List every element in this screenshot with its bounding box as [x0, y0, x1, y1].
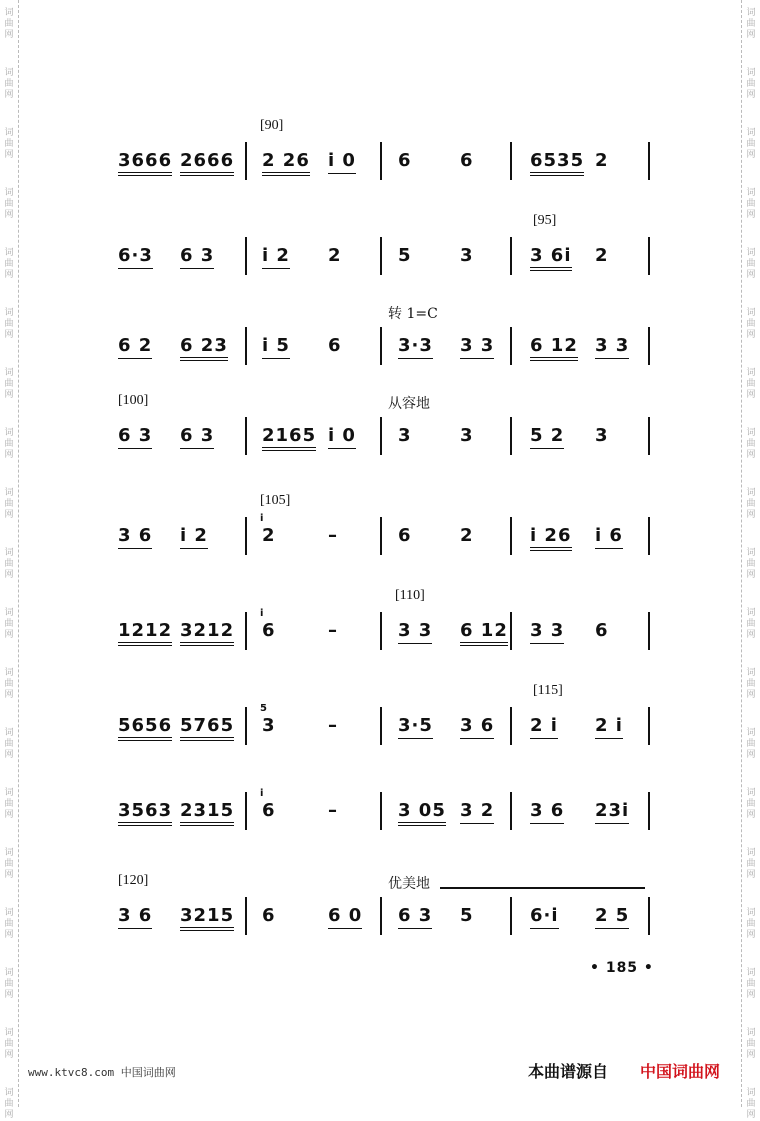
watermark-char: 词 [746, 8, 756, 18]
watermark-group [744, 428, 758, 461]
watermark-char: 网 [4, 1050, 14, 1060]
watermark-char: 曲 [746, 739, 756, 749]
watermark-char: 词 [4, 68, 14, 78]
note-group: 3 6 [118, 905, 152, 929]
bar-line [510, 327, 512, 365]
note-group: i 0 [328, 425, 356, 449]
note-group: 2 26 [262, 150, 310, 176]
tempo-marking: 转 1=C [388, 306, 438, 322]
note-group: 5 2 [530, 425, 564, 449]
bar-line [380, 612, 382, 650]
watermark-group [2, 788, 16, 821]
note-group: 3 [262, 715, 276, 736]
watermark-char: 词 [746, 488, 756, 498]
watermark-group [2, 128, 16, 161]
watermark-char: 网 [746, 870, 756, 880]
watermark-group [744, 668, 758, 701]
watermark-group [744, 1088, 758, 1121]
score-sheet [40, 0, 720, 1107]
note-group: 2666 [180, 150, 234, 176]
watermark-char: 词 [4, 668, 14, 678]
watermark-char: 网 [4, 450, 14, 460]
watermark-char: 网 [4, 30, 14, 40]
note-group: – [328, 715, 338, 736]
watermark-char: 曲 [746, 259, 756, 269]
watermark-group [2, 668, 16, 701]
watermark-group [744, 908, 758, 941]
watermark-char: 网 [4, 810, 14, 820]
watermark-group [744, 488, 758, 521]
note-group: 6 3 [398, 905, 432, 929]
watermark-char: 词 [746, 728, 756, 738]
watermark-char: 词 [4, 728, 14, 738]
watermark-char: 词 [4, 128, 14, 138]
watermark-char: 网 [746, 390, 756, 400]
footer-source-label: 本曲谱源自 [528, 1062, 609, 1081]
watermark-char: 网 [4, 270, 14, 280]
watermark-char: 词 [4, 8, 14, 18]
note-group: 6 3 [180, 425, 214, 449]
watermark-char: 词 [746, 1028, 756, 1038]
watermark-char: 词 [746, 668, 756, 678]
bar-line [510, 142, 512, 180]
watermark-char: 词 [4, 1088, 14, 1098]
bar-line [245, 897, 247, 935]
watermark-char: 词 [4, 428, 14, 438]
watermark-char: 曲 [4, 979, 14, 989]
note-group: 6 12 [530, 335, 578, 361]
note-group: i 2 [180, 525, 208, 549]
note-group: 3·3 [398, 335, 433, 359]
note-group: 3 3 [460, 335, 494, 359]
bar-line [245, 417, 247, 455]
note-group: 6 23 [180, 335, 228, 361]
note-group: 3·5 [398, 715, 433, 739]
watermark-group [2, 8, 16, 41]
bar-line [510, 237, 512, 275]
watermark-char: 词 [4, 848, 14, 858]
note-group: 3 [595, 425, 609, 446]
watermark-group [2, 1088, 16, 1121]
right-watermark-strip [741, 0, 760, 1120]
note-group: 3 6 [530, 800, 564, 824]
watermark-char: 曲 [4, 379, 14, 389]
watermark-char: 词 [746, 908, 756, 918]
watermark-char: 网 [746, 750, 756, 760]
rehearsal-mark: [110] [395, 588, 425, 603]
watermark-char: 词 [746, 848, 756, 858]
watermark-char: 词 [746, 548, 756, 558]
note-group: 3 6 [118, 525, 152, 549]
note-group: i 26 [530, 525, 572, 551]
watermark-char: 曲 [4, 19, 14, 29]
watermark-char: 网 [4, 1110, 14, 1120]
watermark-char: 词 [4, 308, 14, 318]
bar-line [648, 327, 650, 365]
watermark-char: 词 [4, 248, 14, 258]
watermark-group [2, 188, 16, 221]
watermark-char: 网 [4, 330, 14, 340]
note-group: 6 [262, 800, 276, 821]
bar-line [245, 612, 247, 650]
watermark-char: 网 [746, 510, 756, 520]
note-group: 2 [262, 525, 276, 546]
rehearsal-mark: [100] [118, 393, 149, 408]
watermark-char: 网 [4, 210, 14, 220]
watermark-group [744, 968, 758, 1001]
bar-line [380, 517, 382, 555]
watermark-char: 网 [4, 510, 14, 520]
watermark-group [744, 8, 758, 41]
note-group: 6 0 [328, 905, 362, 929]
note-group: 5765 [180, 715, 234, 741]
watermark-char: 网 [746, 270, 756, 280]
rehearsal-mark: [115] [533, 683, 563, 698]
note-group: 6·3 [118, 245, 153, 269]
watermark-char: 网 [746, 90, 756, 100]
note-group: – [328, 620, 338, 641]
watermark-char: 曲 [4, 619, 14, 629]
note-group: 2 [595, 150, 609, 171]
watermark-char: 曲 [746, 679, 756, 689]
bar-line [380, 792, 382, 830]
watermark-char: 词 [746, 308, 756, 318]
watermark-char: 网 [4, 90, 14, 100]
note-group: 6 12 [460, 620, 508, 646]
watermark-group [2, 248, 16, 281]
watermark-group [744, 188, 758, 221]
watermark-group [2, 488, 16, 521]
watermark-char: 曲 [4, 1099, 14, 1109]
note-group: 6 [262, 620, 276, 641]
watermark-char: 词 [746, 788, 756, 798]
bar-line [245, 517, 247, 555]
grace-note: i [260, 513, 264, 524]
watermark-group [2, 1028, 16, 1061]
note-group: 6 [460, 150, 474, 171]
note-group: 6535 [530, 150, 584, 176]
bar-line [510, 792, 512, 830]
watermark-group [744, 848, 758, 881]
note-group: 1212 [118, 620, 172, 646]
rehearsal-mark: [95] [533, 213, 557, 228]
watermark-char: 词 [4, 488, 14, 498]
grace-note: 5 [260, 703, 267, 714]
watermark-char: 曲 [4, 499, 14, 509]
note-group: 6·i [530, 905, 559, 929]
watermark-char: 网 [746, 1050, 756, 1060]
note-group: 5 [398, 245, 412, 266]
note-group: 2 [460, 525, 474, 546]
watermark-char: 网 [4, 390, 14, 400]
watermark-char: 曲 [4, 319, 14, 329]
note-group: 3666 [118, 150, 172, 176]
bar-line [510, 707, 512, 745]
watermark-char: 词 [4, 608, 14, 618]
watermark-char: 网 [746, 630, 756, 640]
watermark-char: 词 [4, 368, 14, 378]
watermark-char: 网 [4, 870, 14, 880]
slur-line [440, 887, 645, 889]
watermark-group [744, 728, 758, 761]
watermark-group [2, 68, 16, 101]
watermark-char: 曲 [746, 319, 756, 329]
watermark-char: 曲 [746, 499, 756, 509]
note-group: 3 3 [398, 620, 432, 644]
watermark-char: 曲 [4, 739, 14, 749]
note-group: 2 [595, 245, 609, 266]
watermark-group [744, 308, 758, 341]
note-group: – [328, 525, 338, 546]
note-group: 2 [328, 245, 342, 266]
watermark-char: 曲 [746, 199, 756, 209]
bar-line [648, 517, 650, 555]
watermark-char: 网 [4, 150, 14, 160]
rehearsal-mark: [105] [260, 493, 291, 508]
watermark-char: 曲 [746, 619, 756, 629]
watermark-char: 曲 [746, 919, 756, 929]
watermark-char: 网 [4, 630, 14, 640]
watermark-char: 曲 [746, 379, 756, 389]
watermark-char: 曲 [746, 979, 756, 989]
watermark-group [2, 548, 16, 581]
watermark-char: 曲 [746, 1099, 756, 1109]
note-group: 6 [328, 335, 342, 356]
watermark-char: 网 [746, 990, 756, 1000]
bar-line [510, 417, 512, 455]
note-group: 5656 [118, 715, 172, 741]
watermark-group [2, 428, 16, 461]
left-watermark-strip [0, 0, 19, 1120]
watermark-char: 曲 [4, 799, 14, 809]
watermark-char: 曲 [4, 1039, 14, 1049]
note-group: 3 6i [530, 245, 572, 271]
watermark-char: 曲 [4, 259, 14, 269]
watermark-char: 词 [746, 968, 756, 978]
watermark-char: 网 [746, 690, 756, 700]
bar-line [245, 237, 247, 275]
note-group: 6 3 [180, 245, 214, 269]
bar-line [648, 417, 650, 455]
watermark-group [744, 548, 758, 581]
grace-note: i [260, 608, 264, 619]
watermark-char: 曲 [4, 439, 14, 449]
watermark-char: 曲 [746, 859, 756, 869]
bar-line [380, 142, 382, 180]
watermark-group [744, 608, 758, 641]
note-group: 23i [595, 800, 629, 824]
bar-line [648, 792, 650, 830]
bar-line [648, 237, 650, 275]
watermark-char: 网 [746, 930, 756, 940]
watermark-group [744, 1028, 758, 1061]
bar-line [510, 897, 512, 935]
bar-line [380, 237, 382, 275]
watermark-char: 词 [746, 188, 756, 198]
watermark-group [744, 68, 758, 101]
watermark-char: 词 [4, 788, 14, 798]
watermark-char: 词 [746, 368, 756, 378]
bar-line [648, 612, 650, 650]
watermark-group [2, 848, 16, 881]
watermark-char: 词 [746, 428, 756, 438]
watermark-group [2, 908, 16, 941]
bar-line [648, 142, 650, 180]
footer-brand-link[interactable]: 中国词曲网 [640, 1062, 721, 1081]
footer-site[interactable]: www.ktvc8.com 中国词曲网 [28, 1066, 176, 1079]
note-group: 2315 [180, 800, 234, 826]
note-group: i 5 [262, 335, 290, 359]
note-group: 2 5 [595, 905, 629, 929]
watermark-char: 曲 [4, 859, 14, 869]
watermark-char: 网 [746, 30, 756, 40]
watermark-group [744, 788, 758, 821]
watermark-char: 词 [4, 968, 14, 978]
bar-line [245, 707, 247, 745]
note-group: 3 3 [595, 335, 629, 359]
bar-line [510, 517, 512, 555]
note-group: 3 05 [398, 800, 446, 826]
watermark-char: 网 [746, 150, 756, 160]
page-number: • 185 • [590, 960, 654, 976]
watermark-group [2, 728, 16, 761]
watermark-char: 词 [4, 908, 14, 918]
rehearsal-mark: [90] [260, 118, 284, 133]
watermark-group [2, 368, 16, 401]
watermark-char: 词 [746, 608, 756, 618]
note-group: 6 [262, 905, 276, 926]
grace-note: i [260, 788, 264, 799]
note-group: 2 i [595, 715, 623, 739]
note-group: 5 [460, 905, 474, 926]
watermark-char: 曲 [4, 559, 14, 569]
note-group: 3212 [180, 620, 234, 646]
watermark-group [744, 248, 758, 281]
note-group: 6 [595, 620, 609, 641]
watermark-char: 网 [746, 570, 756, 580]
watermark-char: 词 [746, 128, 756, 138]
watermark-char: 网 [746, 330, 756, 340]
note-group: – [328, 800, 338, 821]
watermark-char: 曲 [4, 199, 14, 209]
watermark-char: 曲 [4, 79, 14, 89]
watermark-group [744, 368, 758, 401]
note-group: i 2 [262, 245, 290, 269]
note-group: 6 2 [118, 335, 152, 359]
note-group: 3 [460, 245, 474, 266]
watermark-char: 曲 [746, 79, 756, 89]
bar-line [245, 792, 247, 830]
bar-line [245, 142, 247, 180]
watermark-char: 词 [4, 1028, 14, 1038]
note-group: 3 [460, 425, 474, 446]
bar-line [380, 327, 382, 365]
note-group: 2165 [262, 425, 316, 451]
note-group: i 0 [328, 150, 356, 174]
note-group: i 6 [595, 525, 623, 549]
watermark-char: 词 [4, 548, 14, 558]
bar-line [380, 417, 382, 455]
watermark-char: 网 [746, 1110, 756, 1120]
tempo-marking: 优美地 [388, 876, 430, 892]
note-group: 3 3 [530, 620, 564, 644]
watermark-char: 曲 [746, 1039, 756, 1049]
watermark-char: 词 [4, 188, 14, 198]
bar-line [648, 707, 650, 745]
watermark-char: 曲 [746, 799, 756, 809]
watermark-char: 网 [4, 990, 14, 1000]
bar-line [245, 327, 247, 365]
watermark-char: 曲 [4, 139, 14, 149]
note-group: 3 6 [460, 715, 494, 739]
note-group: 6 [398, 525, 412, 546]
watermark-char: 词 [746, 248, 756, 258]
watermark-char: 网 [746, 450, 756, 460]
watermark-char: 曲 [746, 139, 756, 149]
watermark-char: 词 [746, 1088, 756, 1098]
note-group: 3 2 [460, 800, 494, 824]
note-group: 6 [398, 150, 412, 171]
note-group: 3 [398, 425, 412, 446]
watermark-char: 曲 [746, 559, 756, 569]
bar-line [510, 612, 512, 650]
bar-line [380, 707, 382, 745]
tempo-marking: 从容地 [388, 396, 430, 412]
watermark-char: 网 [4, 750, 14, 760]
watermark-char: 网 [4, 570, 14, 580]
rehearsal-mark: [120] [118, 873, 149, 888]
bar-line [648, 897, 650, 935]
watermark-char: 曲 [4, 679, 14, 689]
watermark-char: 网 [4, 930, 14, 940]
watermark-group [744, 128, 758, 161]
bar-line [380, 897, 382, 935]
watermark-char: 网 [746, 210, 756, 220]
watermark-char: 词 [746, 68, 756, 78]
watermark-char: 曲 [746, 439, 756, 449]
note-group: 3215 [180, 905, 234, 931]
watermark-char: 网 [4, 690, 14, 700]
watermark-group [2, 308, 16, 341]
note-group: 3563 [118, 800, 172, 826]
note-group: 6 3 [118, 425, 152, 449]
watermark-char: 网 [746, 810, 756, 820]
note-group: 2 i [530, 715, 558, 739]
watermark-char: 曲 [4, 919, 14, 929]
watermark-char: 曲 [746, 19, 756, 29]
watermark-group [2, 608, 16, 641]
watermark-group [2, 968, 16, 1001]
